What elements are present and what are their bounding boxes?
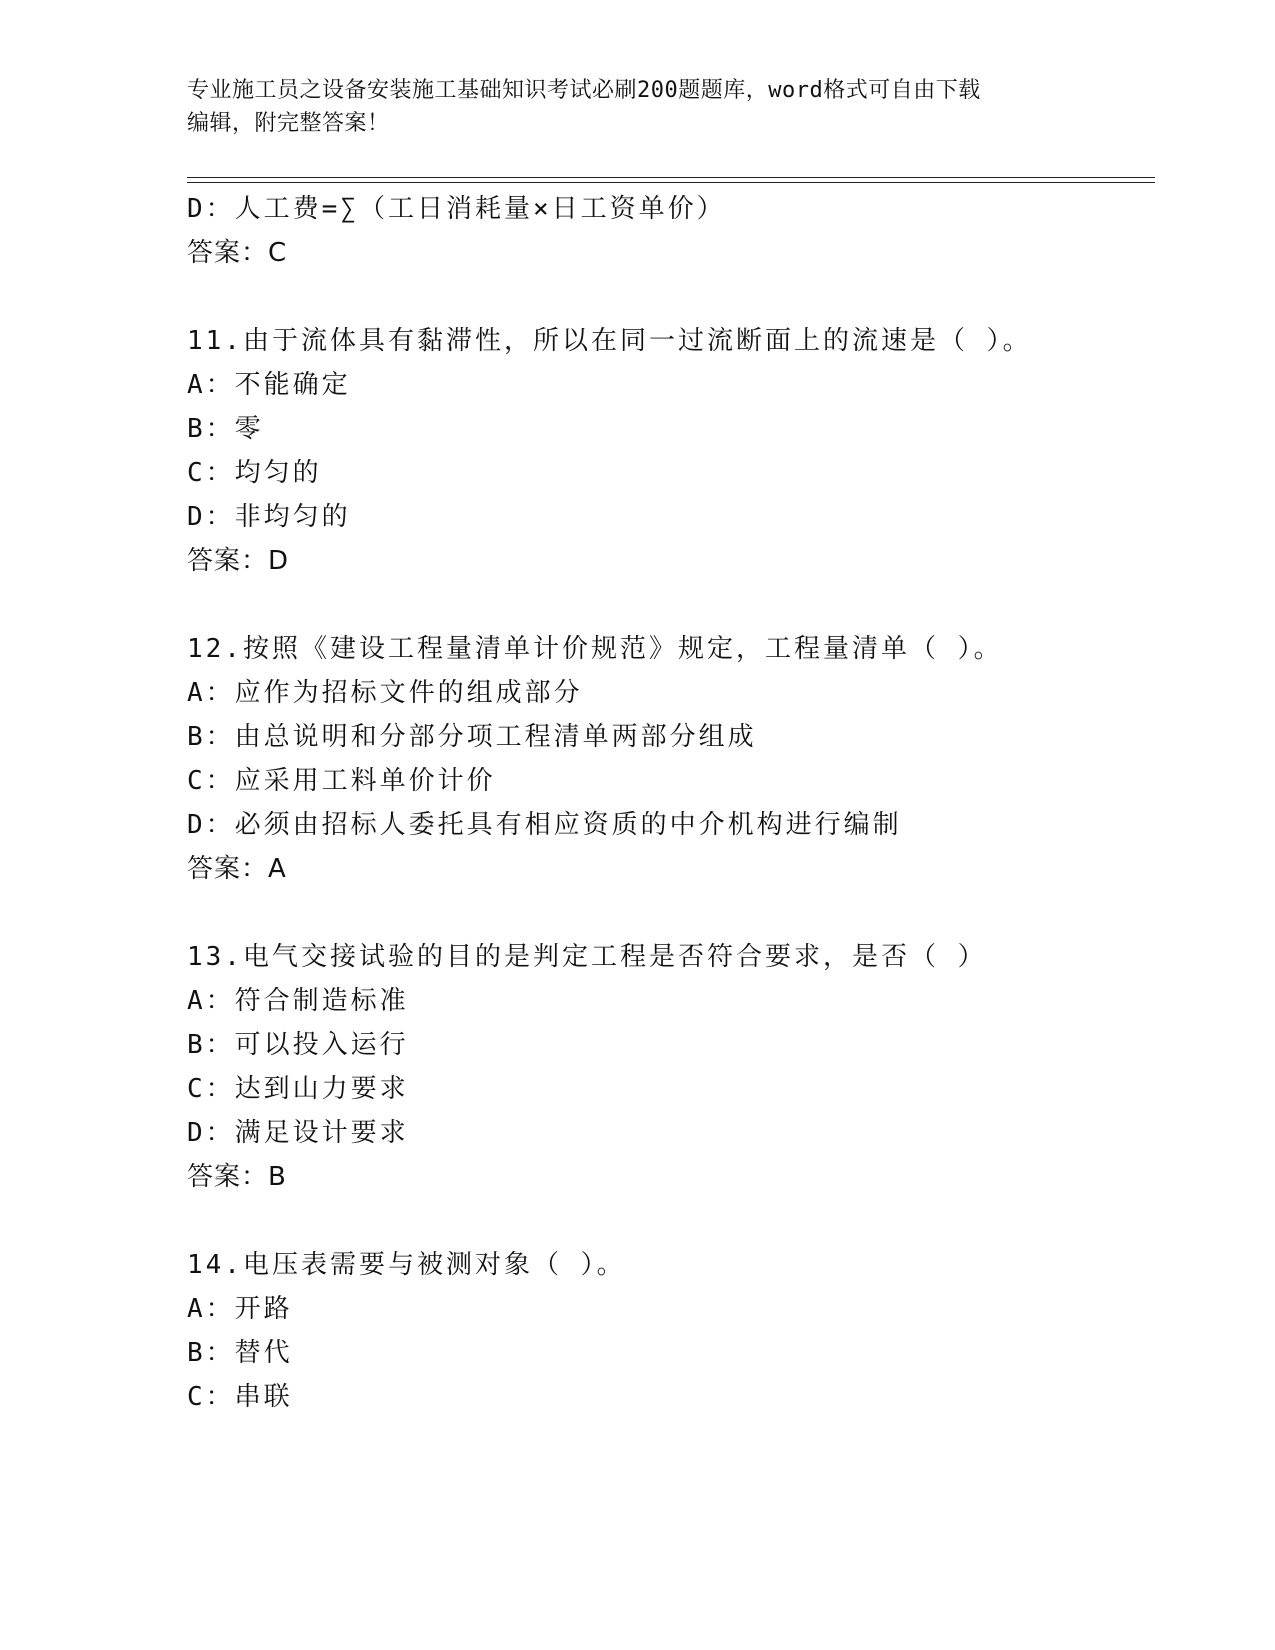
- question-12-answer: 答案：A: [187, 854, 287, 884]
- question-13-option-a: A：符合制造标准: [187, 986, 409, 1016]
- question-12-option-a: A：应作为招标文件的组成部分: [187, 678, 583, 708]
- header-divider-bottom: [187, 182, 1155, 183]
- document-title-line-2: 编辑，附完整答案！: [187, 111, 390, 136]
- question-12-stem: 12.按照《建设工程量清单计价规范》规定，工程量清单（ ）。: [187, 634, 1003, 664]
- question-12-option-b: B：由总说明和分部分项工程清单两部分组成: [187, 722, 757, 752]
- question-14-option-b: B：替代: [187, 1338, 293, 1368]
- question-13-option-d: D：满足设计要求: [187, 1118, 409, 1148]
- question-11-option-a: A：不能确定: [187, 370, 351, 400]
- question-13-answer: 答案：B: [187, 1162, 287, 1192]
- document-header: [187, 74, 1087, 140]
- prev-option-d: D：人工费=∑（工日消耗量×日工资单价）: [187, 194, 726, 224]
- question-14-stem: 14.电压表需要与被测对象（ ）。: [187, 1250, 626, 1280]
- question-13-option-b: B：可以投入运行: [187, 1030, 409, 1060]
- question-14-option-a: A：开路: [187, 1294, 293, 1324]
- question-13-stem: 13.电气交接试验的目的是判定工程是否符合要求，是否（ ）: [187, 942, 987, 972]
- question-12-option-d: D：必须由招标人委托具有相应资质的中介机构进行编制: [187, 810, 902, 840]
- question-11-stem: 11.由于流体具有黏滞性，所以在同一过流断面上的流速是（ ）。: [187, 326, 1032, 356]
- question-12-option-c: C：应采用工料单价计价: [187, 766, 496, 796]
- question-14-option-c: C：串联: [187, 1382, 293, 1412]
- prev-answer: 答案：C: [187, 238, 288, 268]
- document-title-line-1: 专业施工员之设备安装施工基础知识考试必刷200题题库，word格式可自由下载: [187, 78, 981, 103]
- question-11-answer: 答案：D: [187, 546, 290, 576]
- question-13-option-c: C：达到山力要求: [187, 1074, 409, 1104]
- question-11-option-c: C：均匀的: [187, 458, 322, 488]
- question-11-option-d: D：非均匀的: [187, 502, 351, 532]
- question-11-option-b: B：零: [187, 414, 264, 444]
- header-divider-top: [187, 177, 1155, 178]
